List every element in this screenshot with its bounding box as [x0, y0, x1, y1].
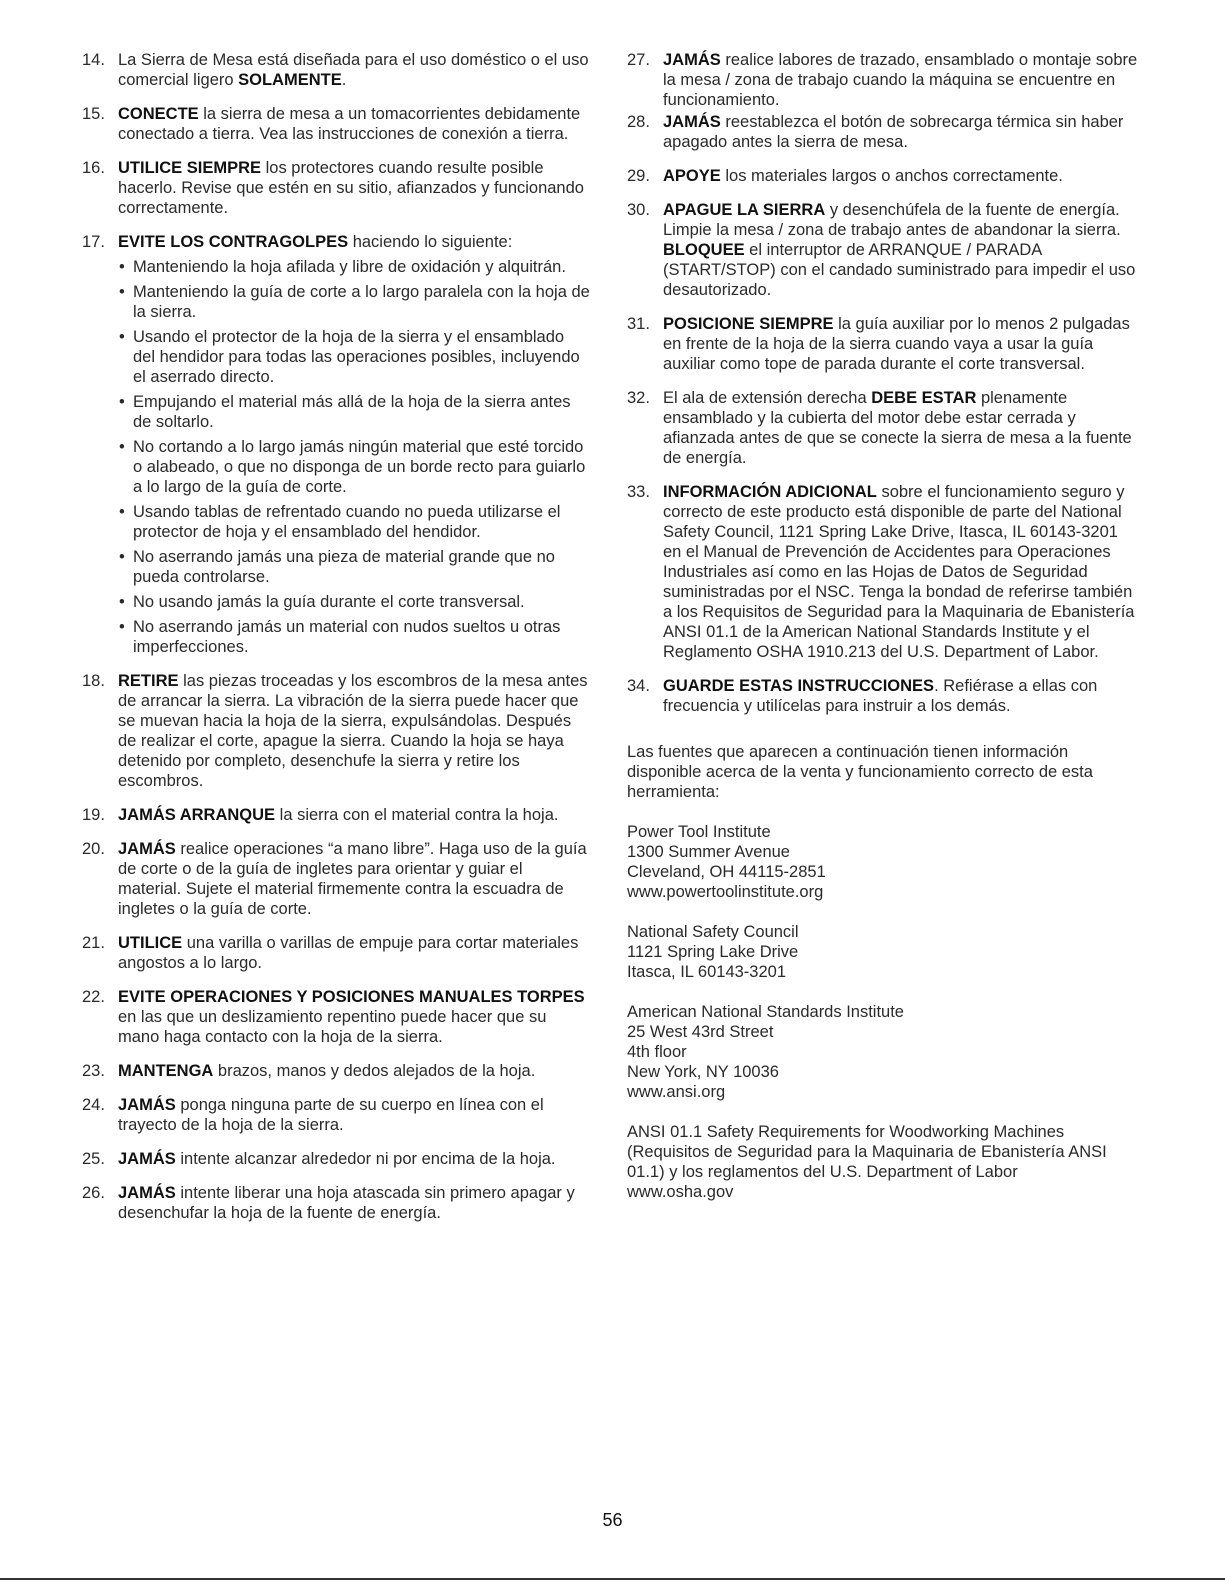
- bold-keyword: MANTENGA: [118, 1062, 214, 1080]
- bold-keyword: RETIRE: [118, 672, 179, 690]
- bold-keyword: JAMÁS: [663, 113, 721, 131]
- text-run: .: [341, 71, 347, 89]
- address-line: Power Tool Institute: [627, 823, 771, 841]
- bold-keyword: DEBE ESTAR: [871, 389, 977, 407]
- text-run: realice operaciones “a mano libre”. Haga uso de la guía de corte o de la guía de ingletes para orientar y guiar el material. Sujete el material firmemente contra la escuadra de ingletes o la guía de corte.: [118, 840, 587, 918]
- text-run: El ala de extensión derecha: [663, 389, 872, 407]
- bullet-item: • No aserrando jamás un material con nudos sueltos u otras imperfecciones.: [118, 617, 590, 657]
- text-run: y desenchúfela de la fuente de energía. Limpie la mesa / zona de trabajo antes de abandonar la sierra.: [663, 201, 1121, 239]
- bullet-item: • No cortando a lo largo jamás ningún material que esté torcido o alabeado, o que no disponga de un borde recto para guiarlo a lo largo de la guía de corte.: [118, 437, 590, 497]
- website-link[interactable]: www.ansi.org: [627, 1083, 726, 1101]
- item-number: 23.: [82, 1062, 105, 1080]
- item-text: [663, 112, 1139, 152]
- item-text: [118, 805, 590, 825]
- item-text: [663, 50, 1139, 110]
- list-item: [82, 104, 590, 144]
- text-run: en las que un deslizamiento repentino puede hacer que su mano haga contacto con la hoja de la sierra.: [118, 1008, 547, 1046]
- text-run: una varilla o varillas de empuje para cortar materiales angostos a lo largo.: [118, 934, 579, 972]
- list-item: [82, 50, 590, 90]
- item-text: [118, 987, 590, 1047]
- text-run: intente alcanzar alrededor ni por encima de la hoja.: [175, 1150, 556, 1168]
- item-number: 34.: [627, 677, 650, 695]
- item-text: [118, 1149, 590, 1169]
- list-item: [82, 158, 590, 218]
- bold-keyword: UTILICE SIEMPRE: [118, 159, 262, 177]
- list-item: [82, 1095, 590, 1135]
- list-item: [82, 933, 590, 973]
- text-run: La Sierra de Mesa está diseñada para el uso doméstico o el uso comercial ligero: [118, 51, 589, 89]
- page-number: 56: [602, 1510, 623, 1530]
- item-number: 21.: [82, 934, 105, 952]
- text-run: plenamente ensamblado y la cubierta del motor debe estar cerrada y afianzada antes de que se conecte la sierra de mesa a la fuente de energía.: [663, 389, 1132, 467]
- address-line: Cleveland, OH 44115-2851: [627, 863, 826, 881]
- bullet-item: • Usando el protector de la hoja de la sierra y el ensamblado del hendidor para todas las operaciones posibles, incluyendo el aserrado directo.: [118, 327, 590, 387]
- bold-keyword: JAMÁS: [118, 1150, 176, 1168]
- list-item: [82, 1149, 590, 1169]
- item-number: 24.: [82, 1096, 105, 1114]
- item-text: [118, 933, 590, 973]
- list-item: [82, 805, 590, 825]
- item-number: 20.: [82, 840, 105, 858]
- list-item: [627, 50, 1139, 110]
- bold-keyword: JAMÁS: [118, 1184, 176, 1202]
- item-number: 29.: [627, 167, 650, 185]
- item-number: 33.: [627, 483, 650, 501]
- item-number: 26.: [82, 1184, 105, 1202]
- bold-keyword: GUARDE ESTAS INSTRUCCIONES: [663, 677, 935, 695]
- bold-keyword: APOYE: [663, 167, 721, 185]
- item-text: [118, 50, 590, 90]
- text-run: el interruptor de ARRANQUE / PARADA (START/STOP) con el candado suministrado para impedir el uso desautorizado.: [663, 241, 1136, 299]
- list-item: [627, 676, 1139, 716]
- address-line: 1121 Spring Lake Drive: [627, 943, 799, 961]
- bullet-item: • No aserrando jamás una pieza de material grande que no pueda controlarse.: [118, 547, 590, 587]
- address-line: 1300 Summer Avenue: [627, 843, 790, 861]
- item-text: [118, 839, 590, 919]
- text-run: realice labores de trazado, ensamblado o montaje sobre la mesa / zona de trabajo cuando la máquina se encuentre en funcionamiento.: [663, 51, 1138, 109]
- text-run: . Refiérase a ellas con frecuencia y utilícelas para instruir a los demás.: [663, 677, 1098, 715]
- text-run: los protectores cuando resulte posible hacerlo. Revise que estén en su sitio, afianzados y funcionando correctamente.: [118, 159, 584, 217]
- item-number: 22.: [82, 988, 105, 1006]
- list-item: [627, 482, 1139, 662]
- address-block: [627, 922, 1139, 982]
- text-run: sobre el funcionamiento seguro y correcto de este producto está disponible de parte del National Safety Council, 1121 Spring Lake Drive, Itasca, IL 60143-3201 en el Manual de Prevención de Accidentes para Operaciones Industriales así como en las Hojas de Datos de Seguridad suministradas por el NSC. Tenga la bondad de referirse también a los Requisitos de Seguridad para la Maquinaria de Ebanistería ANSI 01.1 de la American National Standards Institute y el Reglamento OSHA 1910.213 del U.S. Department of Labor.: [663, 483, 1135, 661]
- list-item: [627, 200, 1139, 300]
- item-number: 30.: [627, 201, 650, 219]
- item-text: [118, 1183, 590, 1223]
- text-run: ponga ninguna parte de su cuerpo en línea con el trayecto de la hoja de la sierra.: [118, 1096, 544, 1134]
- address-line: National Safety Council: [627, 923, 799, 941]
- address-block: [627, 822, 1139, 902]
- bold-keyword: POSICIONE SIEMPRE: [663, 315, 834, 333]
- item-number: 14.: [82, 51, 105, 69]
- list-item: [627, 314, 1139, 374]
- item-number: 27.: [627, 51, 650, 69]
- address-line: 25 West 43rd Street: [627, 1023, 774, 1041]
- address-line: New York, NY 10036: [627, 1063, 779, 1081]
- bold-keyword: JAMÁS: [663, 51, 721, 69]
- bold-keyword: JAMÁS ARRANQUE: [118, 806, 276, 824]
- item-text: [663, 482, 1139, 662]
- bold-keyword: UTILICE: [118, 934, 183, 952]
- text-run: intente liberar una hoja atascada sin primero apagar y desenchufar la hoja de la fuente de energía.: [118, 1184, 575, 1222]
- text-run: la sierra de mesa a un tomacorrientes debidamente conectado a tierra. Vea las instrucciones de conexión a tierra.: [118, 105, 581, 143]
- item-number: 32.: [627, 389, 650, 407]
- text-run: la sierra con el material contra la hoja.: [275, 806, 559, 824]
- item-number: 25.: [82, 1150, 105, 1168]
- item-number: 15.: [82, 105, 105, 123]
- bold-keyword: JAMÁS: [118, 1096, 176, 1114]
- address-block: [627, 1002, 1139, 1102]
- bullet-item: • Usando tablas de refrentado cuando no pueda utilizarse el protector de hoja y el ensamblado del hendidor.: [118, 502, 590, 542]
- bullet-item: • Manteniendo la guía de corte a lo largo paralela con la hoja de la sierra.: [118, 282, 590, 322]
- bold-keyword: SOLAMENTE: [238, 71, 342, 89]
- item-number: 19.: [82, 806, 105, 824]
- text-run: la guía auxiliar por lo menos 2 pulgadas en frente de la hoja de la sierra cuando vaya a usar la guía auxiliar como tope de parada durante el corte transversal.: [663, 315, 1130, 373]
- item-number: 17.: [82, 233, 105, 251]
- item-text: [118, 1095, 590, 1135]
- bullet-item: • No usando jamás la guía durante el corte transversal.: [118, 592, 590, 612]
- item-text: [118, 1061, 590, 1081]
- list-item: [627, 166, 1139, 186]
- bottom-rule: [0, 1578, 1225, 1580]
- item-text: [663, 166, 1139, 186]
- item-text: [663, 388, 1139, 468]
- text-run: brazos, manos y dedos alejados de la hoja.: [213, 1062, 536, 1080]
- item-number: 18.: [82, 672, 105, 690]
- item-text: [118, 104, 590, 144]
- website-link[interactable]: www.powertoolinstitute.org: [627, 883, 824, 901]
- text-run: reestablezca el botón de sobrecarga térmica sin haber apagado antes la sierra de mesa.: [663, 113, 1124, 151]
- item-text: [663, 676, 1139, 716]
- address-line: American National Standards Institute: [627, 1003, 904, 1021]
- item-text: [663, 200, 1139, 300]
- text-run: haciendo lo siguiente:: [348, 233, 513, 251]
- list-item: [82, 987, 590, 1047]
- bullet-list: [118, 257, 590, 657]
- bold-keyword: INFORMACIÓN ADICIONAL: [663, 483, 877, 501]
- list-item: [82, 671, 590, 791]
- address-line: 4th floor: [627, 1043, 687, 1061]
- bold-keyword: APAGUE LA SIERRA: [663, 201, 826, 219]
- list-item: [82, 1061, 590, 1081]
- bold-keyword: JAMÁS: [118, 840, 176, 858]
- osha-link[interactable]: www.osha.gov: [627, 1183, 734, 1201]
- list-item: [627, 388, 1139, 468]
- address-line: Itasca, IL 60143-3201: [627, 963, 787, 981]
- item-text: [663, 314, 1139, 374]
- bold-keyword: EVITE LOS CONTRAGOLPES: [118, 233, 349, 251]
- list-item: [82, 1183, 590, 1223]
- ansi-note: ANSI 01.1 Safety Requirements for Woodworking Machines (Requisitos de Seguridad para la Maquinaria de Ebanistería ANSI 01.1) y los reglamentos del U.S. Department of Labor: [627, 1123, 1107, 1181]
- item-number: 28.: [627, 113, 650, 131]
- right-column: [627, 50, 1139, 1222]
- left-column: [82, 50, 590, 1237]
- bullet-item: • Manteniendo la hoja afilada y libre de oxidación y alquitrán.: [118, 257, 590, 277]
- text-run: los materiales largos o anchos correctamente.: [720, 167, 1063, 185]
- item-number: 16.: [82, 159, 105, 177]
- bullet-item: • Empujando el material más allá de la hoja de la sierra antes de soltarlo.: [118, 392, 590, 432]
- sources-intro: Las fuentes que aparecen a continuación tienen información disponible acerca de la venta y funcionamiento correcto de esta herramienta:: [627, 743, 1093, 801]
- item-text: [118, 671, 590, 791]
- list-item: [82, 839, 590, 919]
- item-text: [118, 232, 590, 252]
- bold-keyword: EVITE OPERACIONES Y POSICIONES MANUALES TORPES: [118, 988, 585, 1006]
- item-number: 31.: [627, 315, 650, 333]
- item-text: [118, 158, 590, 218]
- list-item: [627, 112, 1139, 152]
- bold-keyword: BLOQUEE: [663, 241, 745, 259]
- text-run: las piezas troceadas y los escombros de la mesa antes de arrancar la sierra. La vibración de la sierra puede hacer que se muevan hacia la hoja de la sierra, expulsándolas. Después de realizar el corte, apague la sierra. Cuando la hoja se haya detenido por completo, desenchufe la sierra y retire los escombros.: [118, 672, 588, 790]
- ansi-note-block: [627, 1122, 1139, 1202]
- bold-keyword: CONECTE: [118, 105, 199, 123]
- list-item: [82, 232, 590, 657]
